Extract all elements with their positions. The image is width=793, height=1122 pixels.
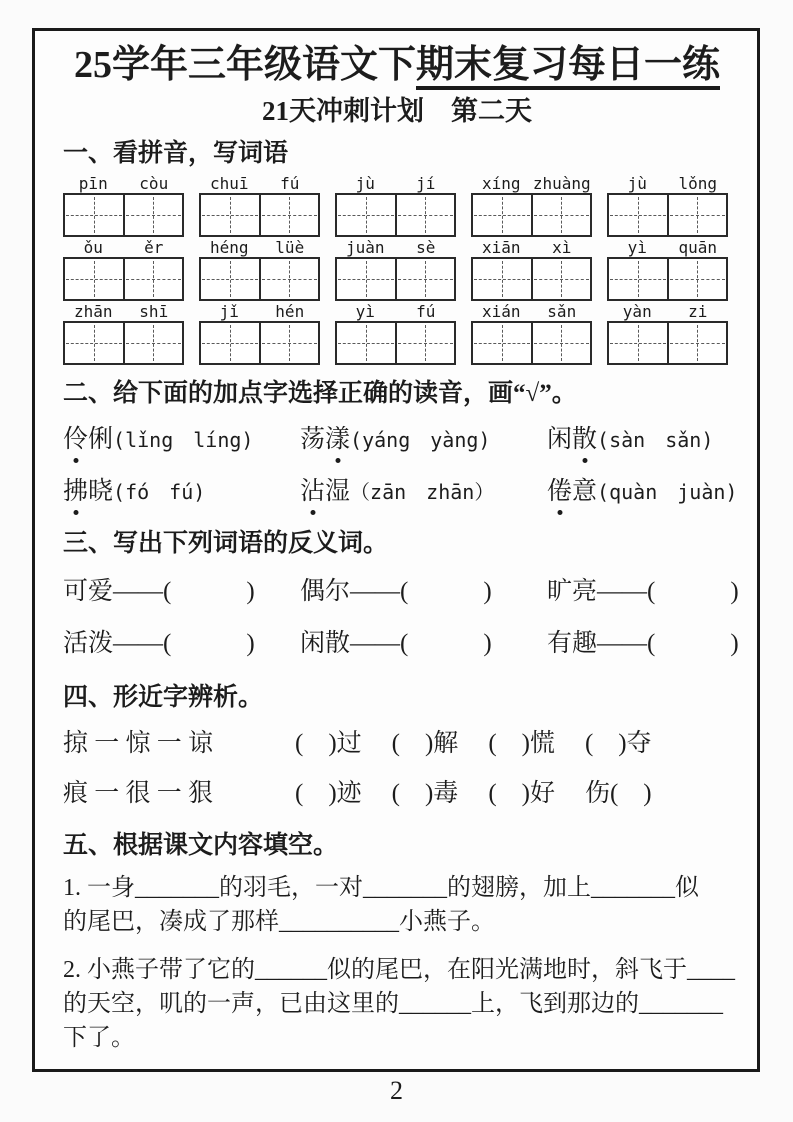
section-4-heading: 四、形近字辨析。 bbox=[63, 684, 264, 711]
antonym-grid bbox=[63, 575, 739, 661]
writing-cell[interactable] bbox=[123, 195, 183, 235]
writing-cell[interactable] bbox=[337, 195, 395, 235]
fill-in-line: 1. 一身_______的羽毛，一对_______的翅膀，加上_______似 bbox=[63, 875, 699, 901]
antonym-item: 有趣——( ) bbox=[547, 630, 739, 657]
fill-in-item-1 bbox=[63, 871, 731, 939]
pinyin-label: yì quān bbox=[627, 238, 718, 257]
writing-cell[interactable] bbox=[531, 195, 591, 235]
writing-cell[interactable] bbox=[473, 259, 531, 299]
pinyin-item bbox=[63, 301, 184, 365]
pinyin-label: jù lǒng bbox=[627, 174, 718, 193]
pinyin-item bbox=[335, 173, 456, 237]
pinyin-options: (fó fú) bbox=[113, 480, 206, 504]
dotted-char: 漾 bbox=[325, 423, 350, 457]
pinyin-item bbox=[607, 237, 728, 301]
writing-box bbox=[607, 257, 728, 301]
pronunciation-item: 伶俐(lǐng líng) bbox=[63, 423, 300, 457]
writing-cell[interactable] bbox=[259, 323, 319, 363]
pinyin-label: yì fú bbox=[355, 302, 436, 321]
writing-cell[interactable] bbox=[259, 259, 319, 299]
writing-box bbox=[63, 257, 184, 301]
antonym-item: 活泼——( ) bbox=[63, 630, 255, 657]
writing-cell[interactable] bbox=[65, 195, 123, 235]
pinyin-row-3 bbox=[63, 301, 731, 365]
writing-cell[interactable] bbox=[473, 195, 531, 235]
pinyin-grid bbox=[63, 173, 731, 365]
dotted-char: 沾 bbox=[300, 475, 325, 509]
blank-phrase: ( )慌 bbox=[488, 730, 555, 757]
pinyin-item bbox=[199, 301, 320, 365]
writing-box bbox=[199, 193, 320, 237]
pinyin-item bbox=[63, 173, 184, 237]
pinyin-row-1 bbox=[63, 173, 731, 237]
pinyin-item bbox=[471, 237, 592, 301]
writing-cell[interactable] bbox=[473, 323, 531, 363]
pinyin-item bbox=[335, 237, 456, 301]
pinyin-options: （zān zhān） bbox=[350, 480, 495, 504]
writing-box bbox=[199, 257, 320, 301]
blank-phrase: ( )过 bbox=[295, 730, 362, 757]
pinyin-label: juàn sè bbox=[345, 238, 436, 257]
writing-cell[interactable] bbox=[201, 323, 259, 363]
title-underlined: 期末复习每日一练 bbox=[416, 44, 720, 90]
writing-cell[interactable] bbox=[337, 323, 395, 363]
pronunciation-grid bbox=[63, 423, 738, 509]
pinyin-label: pīn còu bbox=[78, 174, 169, 193]
pinyin-item bbox=[607, 301, 728, 365]
pronunciation-item: 闲散(sàn sǎn) bbox=[547, 423, 737, 457]
writing-box bbox=[607, 321, 728, 365]
section-1-heading: 一、看拼音，写词语 bbox=[63, 140, 289, 167]
writing-cell[interactable] bbox=[609, 259, 667, 299]
dotted-char: 伶 bbox=[63, 423, 88, 457]
antonym-item: 闲散——( ) bbox=[300, 630, 492, 657]
pronunciation-item: 倦意(quàn juàn) bbox=[547, 475, 737, 509]
pronunciation-item: 荡漾(yáng yàng) bbox=[300, 423, 547, 457]
pinyin-options: (lǐng líng) bbox=[113, 428, 254, 452]
antonym-item: 偶尔——( ) bbox=[300, 578, 492, 605]
writing-box bbox=[471, 321, 592, 365]
writing-box bbox=[335, 193, 456, 237]
pinyin-item bbox=[199, 237, 320, 301]
fill-in-line: 的尾巴，凑成了那样__________小燕子。 bbox=[63, 909, 495, 935]
writing-box bbox=[335, 257, 456, 301]
pinyin-item bbox=[607, 173, 728, 237]
fill-in-item-2 bbox=[63, 953, 735, 1055]
pinyin-label: zhān shī bbox=[73, 302, 169, 321]
pinyin-row-2 bbox=[63, 237, 731, 301]
writing-cell[interactable] bbox=[667, 259, 727, 299]
pinyin-options: (yáng yàng) bbox=[350, 428, 491, 452]
writing-cell[interactable] bbox=[65, 259, 123, 299]
fill-in-line: 的天空，叽的一声，已由这里的______上，飞到那边的_______ bbox=[63, 991, 723, 1017]
writing-box bbox=[199, 321, 320, 365]
pinyin-label: xíng zhuàng bbox=[481, 174, 591, 193]
dotted-char: 倦 bbox=[547, 475, 572, 509]
similar-char-row bbox=[63, 777, 731, 811]
writing-cell[interactable] bbox=[123, 323, 183, 363]
blank-phrase: ( )迹 bbox=[295, 780, 362, 807]
pinyin-label: xiān xì bbox=[481, 238, 572, 257]
pronunciation-item: 沾湿（zān zhān） bbox=[300, 475, 547, 509]
section-2-heading: 二、给下面的加点字选择正确的读音，画“√”。 bbox=[63, 380, 577, 407]
title-plain: 25学年三年级语文下 bbox=[73, 44, 416, 86]
writing-box bbox=[471, 193, 592, 237]
writing-cell[interactable] bbox=[531, 259, 591, 299]
char-group: 痕 一 很 一 狠 bbox=[63, 780, 214, 807]
pinyin-item bbox=[199, 173, 320, 237]
pinyin-item bbox=[63, 237, 184, 301]
writing-cell[interactable] bbox=[201, 195, 259, 235]
fill-in-line: 2. 小燕子带了它的______似的尾巴，在阳光满地时，斜飞于____ bbox=[63, 957, 735, 983]
writing-cell[interactable] bbox=[337, 259, 395, 299]
writing-box bbox=[63, 321, 184, 365]
writing-cell[interactable] bbox=[201, 259, 259, 299]
dotted-char: 散 bbox=[572, 423, 597, 457]
section-3-heading: 三、写出下列词语的反义词。 bbox=[63, 530, 389, 557]
pinyin-label: jù jí bbox=[355, 174, 436, 193]
section-5-heading: 五、根据课文内容填空。 bbox=[63, 832, 339, 859]
writing-box bbox=[63, 193, 184, 237]
pronunciation-item: 拂晓(fó fú) bbox=[63, 475, 300, 509]
writing-cell[interactable] bbox=[395, 259, 455, 299]
pinyin-label: ǒu ěr bbox=[83, 238, 164, 257]
blank-phrase: 伤( ) bbox=[584, 780, 652, 807]
blank-phrase: ( )解 bbox=[391, 730, 459, 757]
pinyin-label: jǐ hén bbox=[219, 302, 305, 321]
dotted-char: 拂 bbox=[63, 475, 88, 509]
pinyin-label: chuī fú bbox=[209, 174, 300, 193]
writing-cell[interactable] bbox=[667, 195, 727, 235]
fill-in-line: 下了。 bbox=[63, 1025, 135, 1051]
page-subtitle: 21天冲刺计划 第二天 bbox=[262, 96, 532, 126]
blank-phrase: ( )好 bbox=[488, 780, 555, 807]
pinyin-item bbox=[471, 301, 592, 365]
writing-box bbox=[335, 321, 456, 365]
pinyin-options: (sàn sǎn) bbox=[597, 428, 714, 452]
blank-phrase: ( )毒 bbox=[391, 780, 459, 807]
antonym-item: 旷亮——( ) bbox=[547, 578, 739, 605]
pinyin-label: yàn zi bbox=[622, 302, 708, 321]
writing-cell[interactable] bbox=[395, 195, 455, 235]
writing-cell[interactable] bbox=[531, 323, 591, 363]
blank-phrase: ( )夺 bbox=[584, 730, 652, 757]
writing-cell[interactable] bbox=[395, 323, 455, 363]
writing-cell[interactable] bbox=[667, 323, 727, 363]
writing-cell[interactable] bbox=[259, 195, 319, 235]
writing-cell[interactable] bbox=[609, 323, 667, 363]
pinyin-options: (quàn juàn) bbox=[597, 480, 738, 504]
writing-cell[interactable] bbox=[609, 195, 667, 235]
pinyin-label: héng lüè bbox=[209, 238, 305, 257]
antonym-item: 可爱——( ) bbox=[63, 578, 255, 605]
page-number: 2 bbox=[390, 1076, 403, 1105]
char-group: 掠 一 惊 一 谅 bbox=[63, 730, 214, 757]
pinyin-label: xián sǎn bbox=[481, 302, 577, 321]
similar-char-rows bbox=[63, 727, 731, 811]
pinyin-item bbox=[471, 173, 592, 237]
writing-cell[interactable] bbox=[123, 259, 183, 299]
page-title bbox=[63, 39, 731, 91]
writing-box bbox=[607, 193, 728, 237]
writing-cell[interactable] bbox=[65, 323, 123, 363]
pinyin-item bbox=[335, 301, 456, 365]
similar-char-row bbox=[63, 727, 731, 761]
worksheet-page bbox=[32, 28, 760, 1072]
writing-box bbox=[471, 257, 592, 301]
